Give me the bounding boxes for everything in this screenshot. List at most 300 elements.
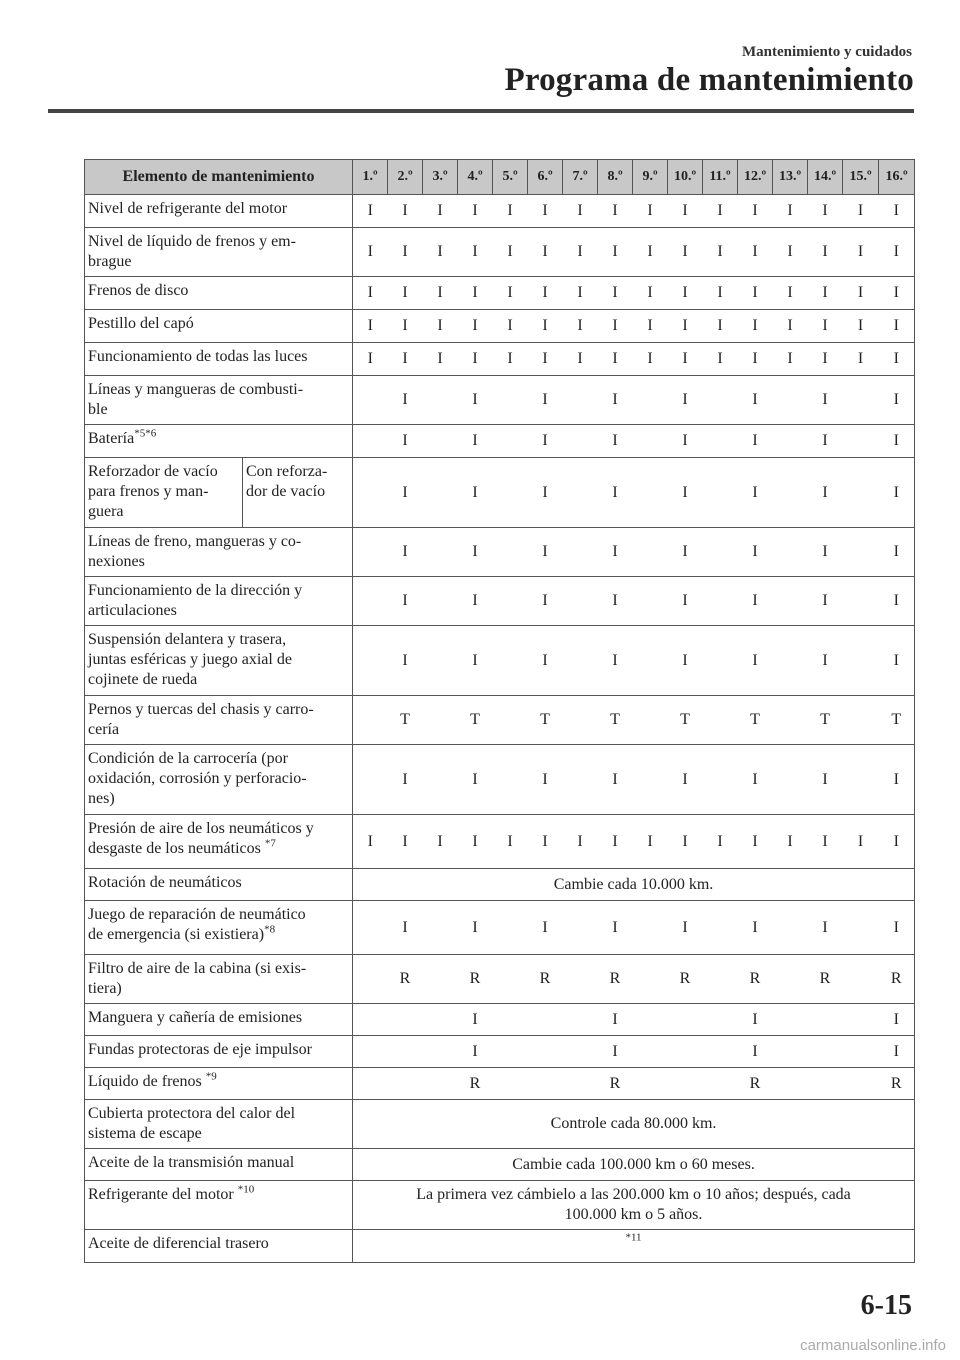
interval-instruction [353,1181,915,1230]
interval-cell [703,458,738,528]
interval-cell: I [388,626,423,696]
interval-cell: I [598,901,633,955]
interval-cell [633,955,668,1004]
interval-cell: I [388,195,423,228]
item-text-line: Aceite de la transmisión manual [88,1154,295,1171]
item-text-line: Juego de reparación de neumático [88,906,306,923]
interval-cell [493,1068,528,1100]
interval-cell [493,1004,528,1036]
interval-cell [528,1068,563,1100]
interval-cell: I [458,376,493,425]
interval-cell: I [493,815,528,869]
interval-cell [843,955,879,1004]
interval-cell: I [808,310,843,343]
table-row [85,745,915,815]
interval-cell [563,745,598,815]
interval-cell [633,458,668,528]
interval-cell [843,528,879,577]
interval-cell: I [528,528,563,577]
interval-cell [388,1068,423,1100]
interval-column-header: 11.º [703,160,738,195]
item-text-line: Nivel de líquido de frenos y em- [88,233,296,250]
interval-column-header: 3.º [423,160,458,195]
interval-cell: I [738,425,773,458]
interval-cell: I [703,277,738,310]
interval-column-header: 14.º [808,160,843,195]
interval-cell: I [563,228,598,277]
interval-cell: I [808,626,843,696]
interval-cell: I [633,195,668,228]
maintenance-item [85,745,353,815]
interval-cell: I [388,745,423,815]
interval-cell [633,696,668,745]
interval-cell [563,955,598,1004]
item-text-line: Reforzador de vacío [88,463,218,480]
interval-cell [353,745,388,815]
interval-cell: R [668,955,703,1004]
interval-column-header: 6.º [528,160,563,195]
maintenance-item [85,1068,353,1100]
maintenance-item [85,376,353,425]
subtype-text-line: dor de vacío [246,483,326,500]
item-text-line: Manguera y cañería de emisiones [88,1009,303,1026]
interval-cell [423,528,458,577]
interval-cell: I [879,425,915,458]
watermark: carmanualsonline.info [800,1337,946,1354]
interval-cell: I [458,310,493,343]
interval-cell [423,1004,458,1036]
interval-cell: I [703,195,738,228]
interval-cell: I [388,425,423,458]
item-text-line: Funcionamiento de la dirección y [88,582,303,599]
instruction-text-line: Cambie cada 10.000 km. [553,875,714,893]
interval-cell [773,696,808,745]
interval-cell [353,528,388,577]
interval-cell: T [668,696,703,745]
table-row [85,1036,915,1068]
maintenance-item [85,696,353,745]
interval-cell: I [773,310,808,343]
interval-cell: I [598,376,633,425]
interval-cell: I [738,815,773,869]
maintenance-item [85,955,353,1004]
interval-cell: I [423,277,458,310]
interval-cell: I [808,425,843,458]
interval-cell: I [668,626,703,696]
interval-cell [493,376,528,425]
maintenance-item [85,277,353,310]
table-row [85,277,915,310]
interval-cell: I [773,277,808,310]
item-text-line: cería [88,721,120,738]
interval-cell [423,901,458,955]
interval-cell: I [668,901,703,955]
interval-cell [353,458,388,528]
interval-cell: I [458,745,493,815]
interval-cell [703,696,738,745]
item-text-line: oxidación, corrosión y perforacio- [88,770,307,787]
interval-cell: I [528,310,563,343]
interval-cell: I [423,310,458,343]
interval-cell: I [388,310,423,343]
interval-cell: I [808,745,843,815]
interval-cell [773,745,808,815]
item-text-line: nexiones [88,553,145,570]
interval-cell: I [703,310,738,343]
interval-cell [493,528,528,577]
interval-cell [773,458,808,528]
interval-cell: I [388,458,423,528]
item-text-line: Líneas de freno, mangueras y co- [88,533,302,550]
interval-cell: I [563,195,598,228]
interval-cell: I [808,195,843,228]
interval-cell: I [598,195,633,228]
interval-cell: I [703,815,738,869]
interval-cell: I [879,458,915,528]
maintenance-item [85,425,353,458]
item-text-line: de emergencia (si existiera) [88,926,265,943]
interval-cell: I [808,277,843,310]
maintenance-item [85,1149,353,1181]
interval-cell: I [808,343,843,376]
section-title: Mantenimiento y cuidados [741,44,912,60]
interval-cell: I [563,815,598,869]
interval-cell [703,901,738,955]
page-number: 6-15 [860,1290,912,1321]
interval-cell [563,1004,598,1036]
interval-column-header: 15.º [843,160,879,195]
interval-cell [353,425,388,458]
interval-column-header: 16.º [879,160,915,195]
interval-cell [773,1036,808,1068]
interval-cell: I [738,745,773,815]
interval-cell [493,577,528,626]
interval-cell: I [843,815,879,869]
interval-cell: I [493,343,528,376]
interval-cell: I [493,195,528,228]
interval-cell [563,626,598,696]
interval-cell [703,577,738,626]
table-row [85,1100,915,1149]
interval-cell [773,577,808,626]
interval-cell: I [879,310,915,343]
interval-cell [843,425,879,458]
interval-cell: I [633,815,668,869]
interval-cell: I [633,277,668,310]
interval-cell: I [668,458,703,528]
interval-cell: I [528,458,563,528]
interval-cell: I [808,228,843,277]
interval-column-header: 7.º [563,160,598,195]
interval-cell: I [458,528,493,577]
interval-column-header: 2.º [388,160,423,195]
interval-cell: I [458,343,493,376]
instruction-text-line: 100.000 km o 5 años. [564,1206,703,1223]
item-text-line: Rotación de neumáticos [88,874,242,891]
interval-cell: I [738,277,773,310]
interval-cell: I [668,376,703,425]
interval-cell: I [598,528,633,577]
interval-cell: I [668,310,703,343]
interval-cell: I [598,577,633,626]
interval-cell [633,577,668,626]
interval-cell: I [879,277,915,310]
item-text-line: nes) [88,790,115,807]
interval-cell [808,1068,843,1100]
interval-cell [423,626,458,696]
table-row [85,1068,915,1100]
interval-cell [563,1068,598,1100]
interval-cell [843,745,879,815]
interval-cell: I [633,228,668,277]
item-text-line: desgaste de los neumáticos [88,840,265,857]
interval-cell [843,901,879,955]
interval-cell: I [738,376,773,425]
interval-instruction [353,1100,915,1149]
maintenance-item [85,1230,353,1263]
interval-cell: I [458,1036,493,1068]
interval-cell: I [388,901,423,955]
interval-cell [633,901,668,955]
interval-cell [773,1068,808,1100]
interval-cell: I [843,310,879,343]
interval-cell [353,577,388,626]
interval-cell: I [458,228,493,277]
interval-cell: I [808,376,843,425]
interval-cell [353,1036,388,1068]
interval-cell: I [879,376,915,425]
interval-column-header: 12.º [738,160,773,195]
interval-cell: I [598,1004,633,1036]
interval-cell [493,425,528,458]
interval-column-header: 8.º [598,160,633,195]
item-text-line: para frenos y man- [88,483,209,500]
table-header-row [85,160,915,195]
interval-cell: R [458,1068,493,1100]
interval-cell: I [458,577,493,626]
interval-cell: I [528,626,563,696]
interval-cell [563,696,598,745]
interval-cell [773,1004,808,1036]
item-text-line: Aceite de diferencial trasero [88,1235,269,1252]
interval-instruction [353,1230,915,1263]
item-text-line: Condición de la carrocería (por [88,750,288,767]
interval-cell: I [633,310,668,343]
interval-cell [563,425,598,458]
table-row [85,1230,915,1263]
maintenance-item [85,228,353,277]
interval-column-header: 4.º [458,160,493,195]
header-divider [48,109,914,113]
item-text-line: Presión de aire de los neumáticos y [88,820,314,837]
maintenance-item [85,577,353,626]
interval-cell [423,458,458,528]
interval-cell: I [633,343,668,376]
interval-cell: I [598,310,633,343]
interval-column-header: 13.º [773,160,808,195]
interval-cell: I [353,195,388,228]
item-text-line: ble [88,401,108,418]
interval-cell: I [388,277,423,310]
interval-cell: I [668,195,703,228]
maintenance-item [85,528,353,577]
interval-cell [353,696,388,745]
interval-cell [773,955,808,1004]
interval-cell [353,1004,388,1036]
maintenance-item [85,869,353,901]
interval-cell: I [353,228,388,277]
interval-cell [668,1068,703,1100]
interval-cell: I [668,745,703,815]
maintenance-item [85,458,243,528]
interval-cell [563,1036,598,1068]
interval-cell: I [843,343,879,376]
interval-cell: I [388,577,423,626]
interval-cell: I [738,228,773,277]
interval-cell [423,1068,458,1100]
interval-cell: I [423,228,458,277]
interval-cell: I [528,577,563,626]
interval-column-header: 10.º [668,160,703,195]
interval-cell: I [598,626,633,696]
interval-cell: I [458,815,493,869]
interval-cell: I [668,577,703,626]
interval-cell: I [738,195,773,228]
interval-column-header: 1.º [353,160,388,195]
item-text-line: Líneas y mangueras de combusti- [88,381,304,398]
interval-cell: R [598,1068,633,1100]
interval-cell: I [808,528,843,577]
interval-cell [843,376,879,425]
interval-cell: I [879,577,915,626]
table-row [85,228,915,277]
interval-cell [703,1068,738,1100]
item-text-line: Nivel de refrigerante del motor [88,200,288,217]
maintenance-item [85,310,353,343]
interval-cell [703,955,738,1004]
instruction-text-line: La primera vez cámbielo a las 200.000 km o 10 años; después, cada [416,1186,851,1203]
interval-cell: I [528,376,563,425]
interval-cell: I [598,815,633,869]
table-row [85,1181,915,1230]
interval-cell [843,1036,879,1068]
interval-cell: I [528,901,563,955]
interval-cell [423,425,458,458]
interval-cell [563,577,598,626]
interval-cell: I [668,815,703,869]
interval-cell: T [738,696,773,745]
maintenance-item [85,1004,353,1036]
interval-cell: I [879,195,915,228]
interval-cell [773,901,808,955]
maintenance-item [85,626,353,696]
interval-cell [843,1004,879,1036]
interval-cell: I [668,528,703,577]
interval-cell: I [879,1004,915,1036]
interval-cell [843,626,879,696]
maintenance-item [85,1100,353,1149]
interval-cell: R [879,955,915,1004]
maintenance-item [85,815,353,869]
item-text-line: brague [88,253,132,270]
interval-cell: I [738,528,773,577]
footnote-mark: *8 [264,923,276,936]
interval-cell [703,745,738,815]
interval-cell: I [668,277,703,310]
interval-cell [703,425,738,458]
interval-cell: I [668,228,703,277]
interval-cell [423,376,458,425]
interval-cell: I [668,343,703,376]
table-row [85,955,915,1004]
interval-cell [353,376,388,425]
table-row [85,528,915,577]
table-row [85,343,915,376]
interval-cell: I [388,528,423,577]
interval-cell: R [388,955,423,1004]
interval-cell: I [458,458,493,528]
interval-cell: I [879,1036,915,1068]
interval-cell [563,376,598,425]
item-text-line: Pernos y tuercas del chasis y carro- [88,701,314,718]
item-text-line: guera [88,503,124,520]
interval-cell [668,1004,703,1036]
item-text-line: sistema de escape [88,1125,202,1142]
interval-cell: R [738,1068,773,1100]
interval-cell: I [808,458,843,528]
instruction-text-line: Cambie cada 100.000 km o 60 meses. [512,1155,755,1173]
interval-cell: I [738,1036,773,1068]
interval-cell: I [458,901,493,955]
interval-cell: T [528,696,563,745]
interval-cell [563,458,598,528]
footnote-mark: *11 [625,1231,642,1244]
interval-cell [773,376,808,425]
footnote-mark: *7 [264,837,276,850]
interval-cell: I [598,1036,633,1068]
item-text-line: tiera) [88,980,122,997]
interval-cell [633,745,668,815]
interval-cell: I [528,815,563,869]
interval-cell: I [598,343,633,376]
interval-cell: I [458,626,493,696]
interval-cell: I [353,343,388,376]
interval-cell [493,696,528,745]
interval-cell: I [493,310,528,343]
interval-cell: I [388,815,423,869]
interval-cell: I [879,626,915,696]
interval-cell: I [738,577,773,626]
interval-cell [423,745,458,815]
interval-cell [493,745,528,815]
interval-cell: I [773,195,808,228]
interval-cell [493,1036,528,1068]
maintenance-table [84,159,915,1263]
footnote-mark: *10 [237,1183,255,1196]
item-text-line: Filtro de aire de la cabina (si exis- [88,960,307,977]
interval-cell [808,1004,843,1036]
item-text-line: Pestillo del capó [88,315,194,332]
interval-cell: I [493,228,528,277]
table-row [85,626,915,696]
item-text-line: Fundas protectoras de eje impulsor [88,1041,312,1058]
interval-cell: I [879,343,915,376]
interval-cell [493,955,528,1004]
item-column-header: Elemento de mantenimiento [85,160,353,195]
interval-cell: T [388,696,423,745]
interval-cell: I [843,228,879,277]
interval-cell [773,425,808,458]
